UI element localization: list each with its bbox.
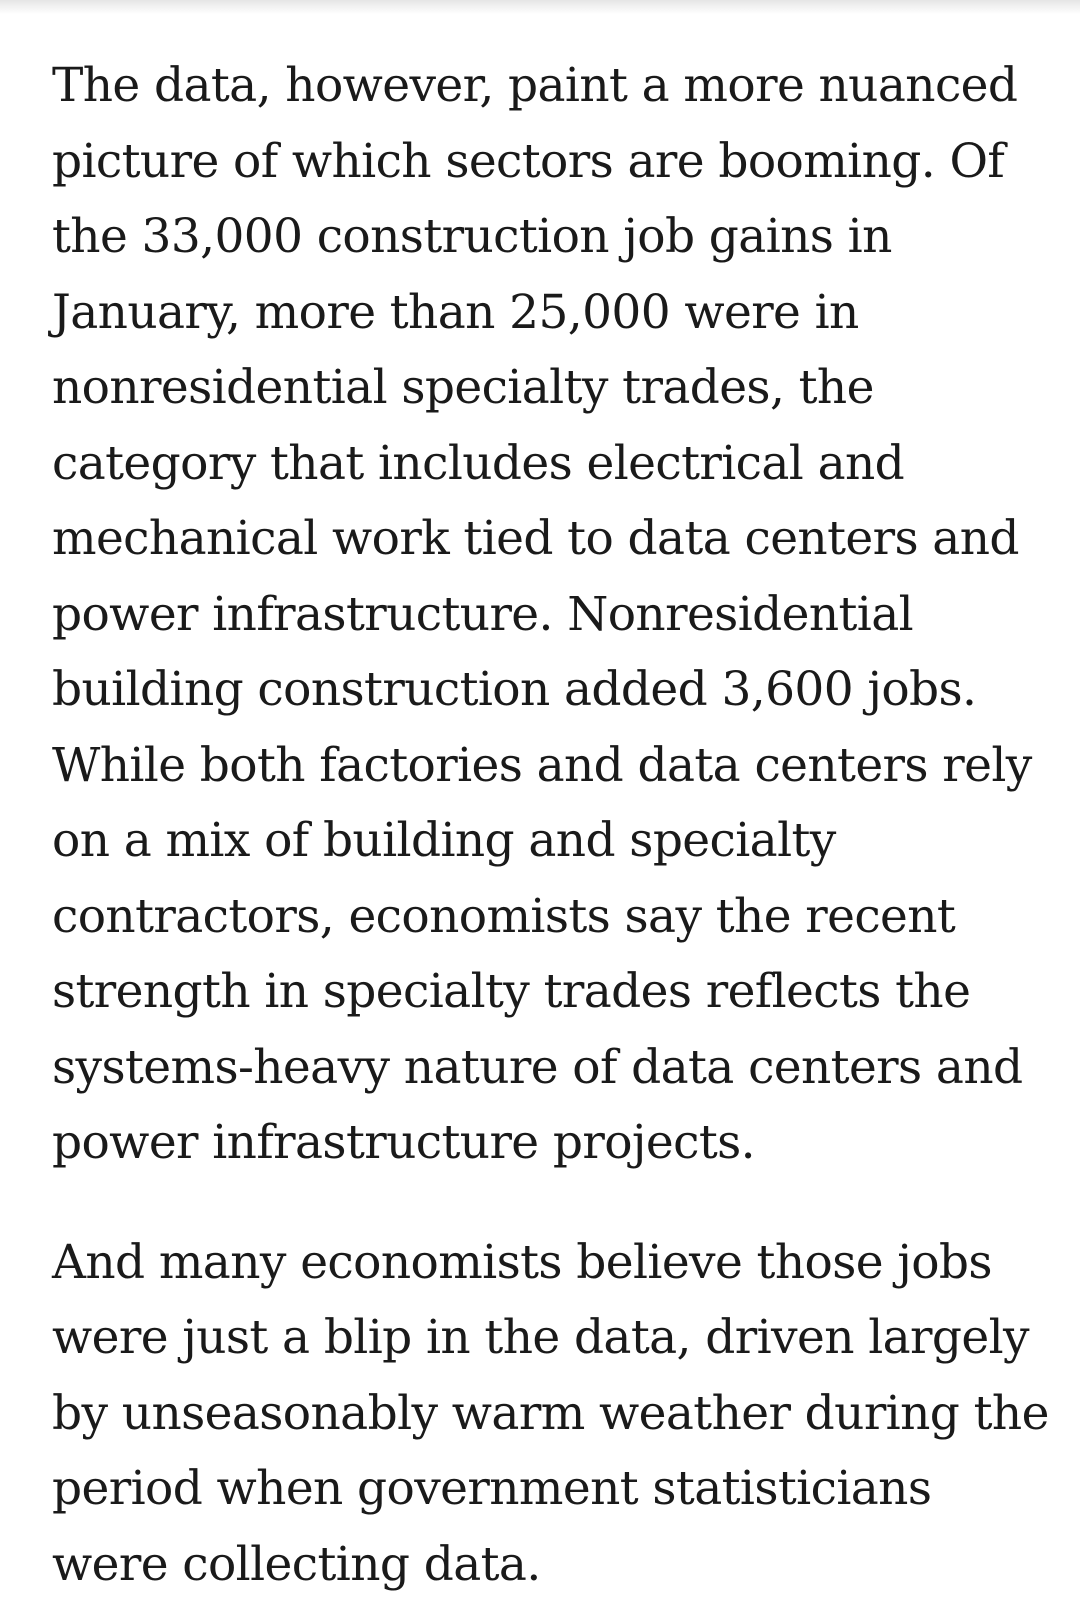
article-body bbox=[52, 48, 1052, 1602]
article-paragraph-2: And many economists believe those jobs were just a blip in the data, driven largely by unseasonably warm weather during the period when government statisticians were collecting data. bbox=[52, 1234, 1049, 1592]
top-bar-shadow bbox=[0, 0, 1080, 14]
article-paragraph-1: The data, however, paint a more nuanced picture of which sectors are booming. Of the 33,000 construction job gains in January, more than 25,000 were in nonresidential specialty trades, the category that includes electrical and mechanical work tied to data centers and power infrastructure. Nonresidential building construction added 3,600 jobs. While both factories and data centers rely on a mix of building and specialty contractors, economists say the recent strength in specialty trades reflects the systems-heavy nature of data centers and power infrastructure projects. bbox=[52, 58, 1032, 1170]
